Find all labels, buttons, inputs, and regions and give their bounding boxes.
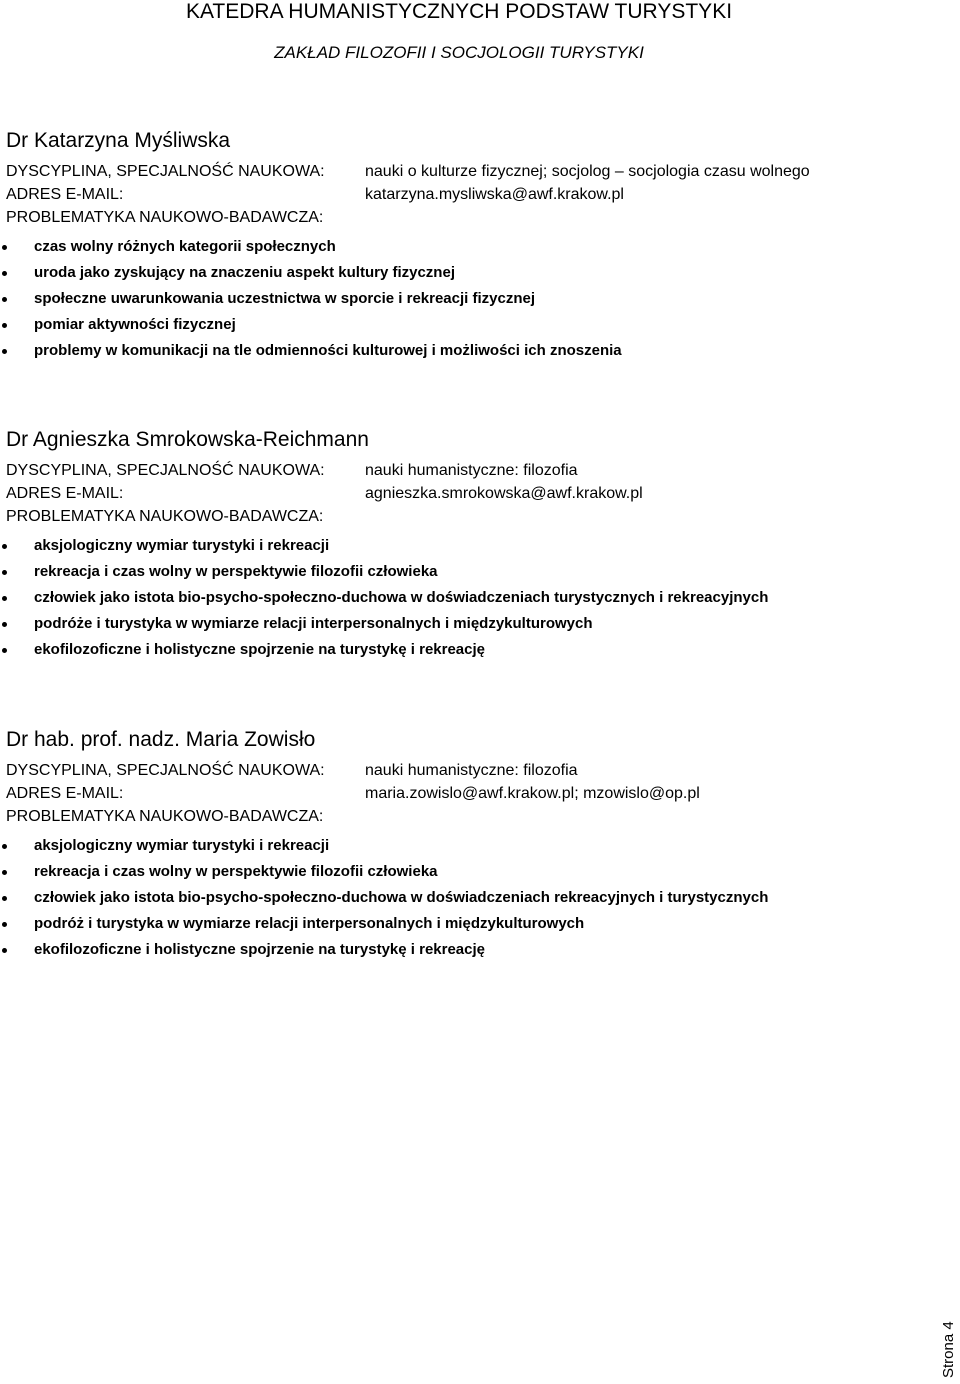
discipline-label: DYSCYPLINA, SPECJALNOŚĆ NAUKOWA: — [6, 462, 325, 479]
email-label: ADRES E-MAIL: — [6, 186, 124, 203]
topics-label: PROBLEMATYKA NAUKOWO-BADAWCZA: — [6, 808, 324, 825]
email-label: ADRES E-MAIL: — [6, 785, 124, 802]
department-title: KATEDRA HUMANISTYCZNYCH PODSTAW TURYSTYKI — [185, 0, 733, 23]
topics-list — [6, 533, 906, 663]
bullet-icon — [2, 349, 7, 354]
discipline-row — [6, 759, 906, 782]
topic-item — [6, 585, 906, 611]
topic-item — [6, 937, 906, 963]
topic-text: aksjologiczny wymiar turystyki i rekreacji — [34, 537, 330, 554]
bullet-icon — [2, 245, 7, 250]
topic-item — [6, 338, 906, 364]
bullet-icon — [2, 596, 7, 601]
bullet-icon — [2, 922, 7, 927]
topic-item — [6, 559, 906, 585]
staff-entry — [6, 428, 906, 663]
bullet-icon — [2, 323, 7, 328]
person-name: Dr Agnieszka Smrokowska-Reichmann — [6, 428, 369, 451]
topic-item — [6, 533, 906, 559]
topic-text: aksjologiczny wymiar turystyki i rekreacji — [34, 837, 330, 854]
person-name: Dr Katarzyna Myśliwska — [6, 129, 231, 152]
topics-list — [6, 833, 906, 963]
discipline-row — [6, 160, 906, 183]
topic-text: społeczne uwarunkowania uczestnictwa w sporcie i rekreacji fizycznej — [34, 290, 536, 307]
staff-entry — [6, 129, 906, 364]
bullet-icon — [2, 570, 7, 575]
topic-text: rekreacja i czas wolny w perspektywie filozofii człowieka — [34, 863, 438, 880]
bullet-icon — [2, 844, 7, 849]
topic-text: czas wolny różnych kategorii społecznych — [34, 238, 336, 255]
topic-item — [6, 637, 906, 663]
bullet-icon — [2, 648, 7, 653]
topic-item — [6, 611, 906, 637]
email-row — [6, 782, 906, 805]
topic-text: pomiar aktywności fizycznej — [34, 316, 236, 333]
person-name: Dr hab. prof. nadz. Maria Zowisło — [6, 728, 316, 751]
staff-entry — [6, 728, 906, 963]
topic-item — [6, 260, 906, 286]
discipline-value: nauki humanistyczne: filozofia — [365, 462, 578, 479]
topics-list — [6, 234, 906, 364]
topic-item — [6, 234, 906, 260]
topic-text: podróże i turystyka w wymiarze relacji interpersonalnych i międzykulturowych — [34, 615, 593, 632]
unit-title: ZAKŁAD FILOZOFII I SOCJOLOGII TURYSTYKI — [274, 43, 644, 62]
bullet-icon — [2, 622, 7, 627]
bullet-icon — [2, 544, 7, 549]
topic-text: człowiek jako istota bio-psycho-społeczno-duchowa w doświadczeniach turystycznych i rekreacyjnych — [34, 589, 769, 606]
bullet-icon — [2, 870, 7, 875]
topic-item — [6, 833, 906, 859]
topic-text: człowiek jako istota bio-psycho-społeczno-duchowa w doświadczeniach rekreacyjnych i turystycznych — [34, 889, 769, 906]
email-value: maria.zowislo@awf.krakow.pl; mzowislo@op.pl — [365, 785, 700, 802]
topic-text: ekofilozoficzne i holistyczne spojrzenie na turystykę i rekreację — [34, 941, 485, 958]
email-value: agnieszka.smrokowska@awf.krakow.pl — [365, 485, 643, 502]
topic-text: ekofilozoficzne i holistyczne spojrzenie na turystykę i rekreację — [34, 641, 485, 658]
discipline-value: nauki humanistyczne: filozofia — [365, 762, 578, 779]
page-number: Strona 4 — [940, 1321, 957, 1378]
email-value: katarzyna.mysliwska@awf.krakow.pl — [365, 186, 624, 203]
topic-item — [6, 911, 906, 937]
discipline-label: DYSCYPLINA, SPECJALNOŚĆ NAUKOWA: — [6, 762, 325, 779]
email-row — [6, 183, 906, 206]
discipline-value: nauki o kulturze fizycznej; socjolog – socjologia czasu wolnego — [365, 163, 810, 180]
email-label: ADRES E-MAIL: — [6, 485, 124, 502]
bullet-icon — [2, 297, 7, 302]
topics-label: PROBLEMATYKA NAUKOWO-BADAWCZA: — [6, 209, 324, 226]
bullet-icon — [2, 948, 7, 953]
topic-text: podróż i turystyka w wymiarze relacji interpersonalnych i międzykulturowych — [34, 915, 585, 932]
topic-item — [6, 885, 906, 911]
topic-item — [6, 286, 906, 312]
bullet-icon — [2, 896, 7, 901]
topics-label: PROBLEMATYKA NAUKOWO-BADAWCZA: — [6, 508, 324, 525]
bullet-icon — [2, 271, 7, 276]
topic-item — [6, 312, 906, 338]
topic-text: rekreacja i czas wolny w perspektywie filozofii człowieka — [34, 563, 438, 580]
topic-item — [6, 859, 906, 885]
discipline-row — [6, 459, 906, 482]
email-row — [6, 482, 906, 505]
discipline-label: DYSCYPLINA, SPECJALNOŚĆ NAUKOWA: — [6, 163, 325, 180]
topic-text: problemy w komunikacji na tle odmienności kulturowej i możliwości ich znoszenia — [34, 342, 622, 359]
topic-text: uroda jako zyskujący na znaczeniu aspekt kultury fizycznej — [34, 264, 455, 281]
